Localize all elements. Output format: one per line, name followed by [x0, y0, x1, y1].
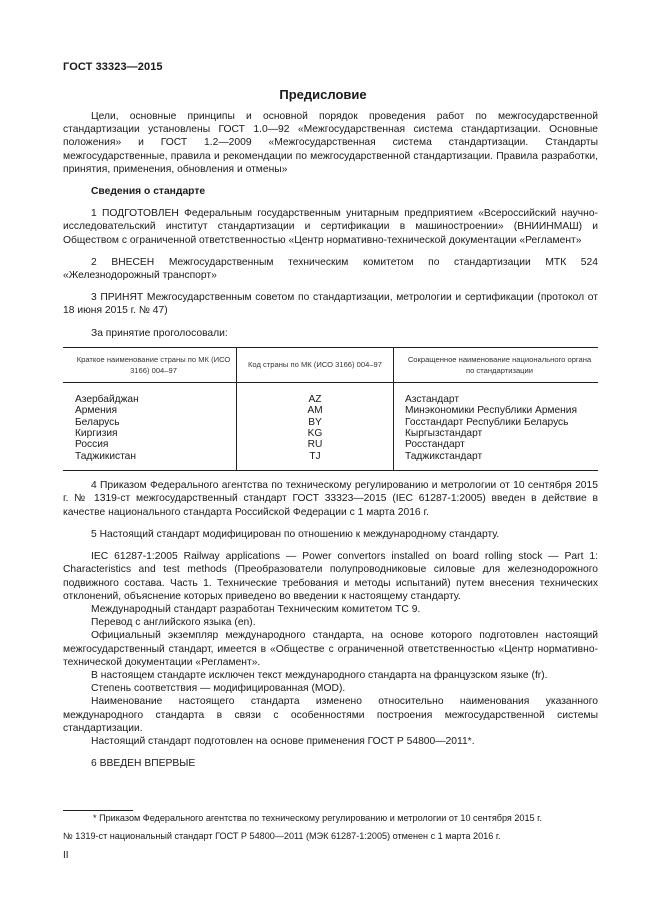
- footnote-line-1: * Приказом Федерального агентства по техническому регулированию и метрологии от 10 сентября 2015 г.: [93, 813, 542, 823]
- item5-paragraph: В настоящем стандарте исключен текст международного стандарта на французском языке (fr).: [91, 669, 548, 681]
- table-row: [63, 451, 598, 471]
- document-body: [63, 110, 598, 770]
- country-code: TJ: [237, 451, 394, 471]
- country-name: Киргизия: [75, 428, 118, 440]
- item-first-introduced: 6 ВВЕДЕН ВПЕРВЫЕ: [91, 758, 196, 770]
- item-adopted: 3 ПРИНЯТ Межгосударственным советом по стандартизации, метрологии и сертификации (протокол от 18 июня 2015 г. № 47): [63, 292, 598, 317]
- table-row: [63, 405, 598, 416]
- table-row: [63, 439, 598, 450]
- standards-body: Азстандарт: [394, 382, 599, 405]
- item-modified: 5 Настоящий стандарт модифицирован по отношению к международному стандарту.: [91, 528, 500, 540]
- country-name: Россия: [75, 439, 109, 451]
- voting-countries-table: [63, 347, 598, 471]
- country-name: Беларусь: [75, 416, 120, 428]
- country-name: Таджикистан: [63, 451, 237, 471]
- country-code: KG: [237, 428, 394, 439]
- item-put-into-effect: 4 Приказом Федерального агентства по техническому регулированию и метрологии от 10 сентября 2015 г. № 1319-ст межгосударственный стандарт ГОСТ 33323—2015 (IEC 61287-1:2005) введен в действие в качестве национального стандарта Российской Федерации с 1 марта 2016 г.: [63, 480, 598, 518]
- standard-number-header: ГОСТ 33323—2015: [63, 61, 163, 73]
- item5-paragraph: IEC 61287-1:2005 Railway applications — Power convertors installed on board rolling stock — Part 1: Characteristics and test methods (Преобразователи полупроводниковые силовые для железнодорожного подвижного состава. Часть 1. Технические требования и методы испытаний) путем внесения технических отклонений, объяснение которых приведено во введении к настоящему стандарту.: [63, 551, 598, 602]
- table-header-body: Сокращенное наименование национального органа по стандартизации: [394, 347, 599, 382]
- info-heading: Сведения о стандарте: [91, 186, 206, 198]
- footnote-divider: [63, 810, 133, 811]
- table-header-code: Код страны по МК (ИСО 3166) 004–97: [237, 347, 394, 382]
- item5-paragraph: Наименование настоящего стандарта изменено относительно наименования указанного международного стандарта в связи с особенностями построения межгосударственной системы стандартизации.: [63, 696, 598, 734]
- item5-paragraph: Настоящий стандарт подготовлен на основе применения ГОСТ Р 54800—2011*.: [91, 735, 475, 747]
- intro-paragraph: Цели, основные принципы и основной порядок проведения работ по межгосударственной стандартизации установлены ГОСТ 1.0—92 «Межгосударственная система стандартизации. Основные положения» и ГОСТ 1.2—2009 «Межгосударственная система стандартизации. Стандарты межгосударственные, правила и рекомендации по межгосударственной стандартизации. Правила разработки, принятия, применения, обновления и отмены»: [63, 111, 598, 175]
- country-name: Азербайджан: [75, 393, 139, 405]
- table-row: [63, 417, 598, 428]
- item5-paragraph: Международный стандарт разработан Техническим комитетом TC 9.: [91, 603, 421, 615]
- country-code: BY: [237, 417, 394, 428]
- item-prepared: 1 ПОДГОТОВЛЕН Федеральным государственным унитарным предприятием «Всероссийский научно-исследовательский институт стандартизации и сертификации в машиностроении» (ВНИИНМАШ) и Обществом с ограниченной ответственностью «Центр нормативно-технической документации «Регламент»: [63, 208, 598, 246]
- standards-body: Минэкономики Республики Армения: [394, 405, 599, 416]
- item-introduced: 2 ВНЕСЕН Межгосударственным техническим комитетом по стандартизации МТК 524 «Железнодорожный транспорт»: [63, 256, 598, 282]
- country-name: Армения: [75, 405, 117, 417]
- country-code: AM: [237, 405, 394, 416]
- table-row: [63, 382, 598, 405]
- item5-paragraph: Степень соответствия — модифицированная (MOD).: [91, 683, 346, 695]
- country-code: AZ: [237, 382, 394, 405]
- page-title: Предисловие: [279, 87, 367, 102]
- table-row: [63, 428, 598, 439]
- country-code: RU: [237, 439, 394, 450]
- page-number: II: [63, 850, 69, 861]
- standards-body: Госстандарт Республики Беларусь: [394, 417, 599, 428]
- footnote-line-2: № 1319-ст национальный стандарт ГОСТ Р 54800—2011 (МЭК 61287-1:2005) отменен с 1 марта 2016 г.: [63, 831, 501, 841]
- standards-body: Кыргызстандарт: [394, 428, 599, 439]
- vote-label: За принятие проголосовали:: [91, 327, 228, 339]
- standards-body: Таджикстандарт: [394, 451, 599, 471]
- item5-paragraph: Официальный экземпляр международного стандарта, на основе которого подготовлен настоящий межгосударственный стандарт, имеется в «Обществе с ограниченной ответственностью «Центр нормативно-технической документации «Регламент».: [63, 630, 598, 668]
- item5-paragraph: Перевод с английского языка (en).: [91, 617, 256, 629]
- standards-body: Росстандарт: [394, 439, 599, 450]
- table-header-country: Краткое наименование страны по МК (ИСО 3166) 004–97: [63, 347, 237, 382]
